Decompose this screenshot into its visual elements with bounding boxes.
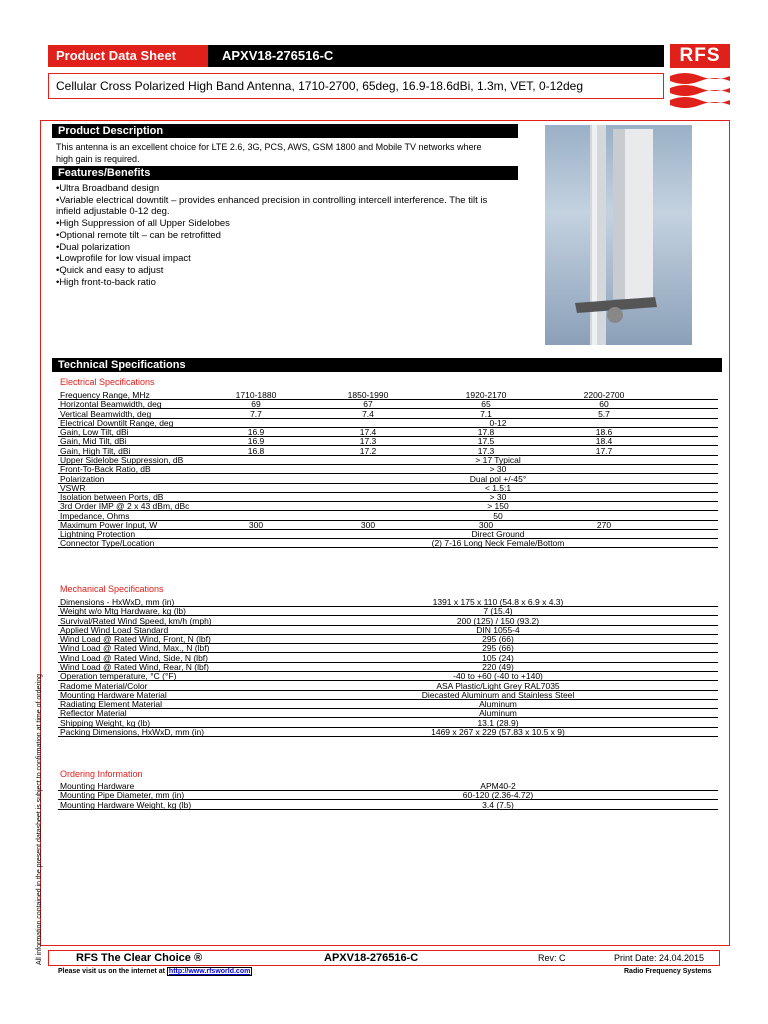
spec-row [58,512,718,521]
spec-row [58,502,718,511]
spec-value: (2) 7-16 Long Neck Female/Bottom [431,538,565,549]
spec-label: Impedance, Ohms [60,510,130,521]
ordering-info-heading: Ordering Information [60,769,143,779]
spec-value: 65 [481,399,491,410]
product-data-sheet-label: Product Data Sheet [48,45,208,67]
spec-label: Operation temperature, °C (°F) [60,671,177,682]
spec-label: 3rd Order IMP @ 2 x 43 dBm, dBc [60,501,190,512]
feature-item: •High front-to-back ratio [56,276,156,288]
feature-item: •Variable electrical downtilt – provides enhanced precision in controlling intercell interference. The tilt is infield adjustable 0-12 deg. [56,194,488,218]
spec-row [58,419,718,428]
spec-row [58,539,718,548]
spec-label: Front-To-Back Ratio, dB [60,464,151,475]
spec-label: Mounting Hardware [60,781,135,791]
spec-label: Vertical Beamwidth, deg [60,408,152,419]
spec-value: 1920-2170 [465,390,507,400]
disclaimer-side-note: All information contained in the present datasheet is subject to confirmation at time of ordering [36,673,43,965]
spec-value: 7 (15.4) [483,606,513,617]
spec-value: 1469 x 267 x 229 (57.83 x 10.5 x 9) [431,726,565,737]
spec-value: Aluminum [479,699,517,710]
spec-value: 69 [251,399,261,410]
electrical-specs-heading: Electrical Specifications [60,377,155,387]
antenna-image-icon [545,125,692,345]
spec-label: Packing Dimensions, HxWxD, mm (in) [60,726,205,737]
spec-row [58,700,718,709]
spec-value: 60-120 (2.36-4.72) [462,790,534,801]
spec-value: Diecasted Aluminum and Stainless Steel [421,689,575,700]
spec-label: Upper Sidelobe Suppression, dB [60,454,184,465]
spec-value: 7.7 [250,408,262,419]
spec-label: Radiating Element Material [60,699,163,710]
spec-value: 18.4 [595,436,613,447]
spec-value: 295 (66) [482,643,514,654]
spec-label: Gain, Mid Tilt, dBi [60,436,127,447]
spec-label: Polarization [60,473,105,484]
spec-label: Gain, Low Tilt, dBi [60,427,129,438]
spec-row [58,456,718,465]
spec-value: 1710-1880 [235,390,277,400]
footer-print-date: Print Date: 24.04.2015 [614,953,705,963]
spec-value: 18.6 [595,427,613,438]
spec-label: Mounting Hardware Weight, kg (lb) [60,799,192,810]
spec-row [58,475,718,484]
spec-row [58,437,718,446]
spec-value: 17.3 [477,445,495,456]
spec-value: > 30 [489,492,507,503]
spec-value: DIN 1055-4 [476,624,520,635]
spec-row [58,465,718,474]
footer-company: Radio Frequency Systems [624,968,712,975]
logo-text: RFS [670,44,730,68]
footer-visit-text [58,968,252,976]
spec-value: 105 (24) [482,652,514,663]
feature-item: •Lowprofile for low visual impact [56,253,191,265]
spec-label: Reflector Material [60,708,127,719]
spec-value: APM40-2 [480,781,516,791]
spec-value: ASA Plastic/Light Grey RAL7035 [436,680,560,691]
spec-value: 300 [248,519,264,530]
spec-label: Survival/Rated Wind Speed, km/h (mph) [60,615,212,626]
spec-value: 300 [478,519,494,530]
features-title: Features/Benefits [52,166,518,180]
spec-value: 270 [596,519,612,530]
spec-label: Lightning Protection [60,529,136,540]
spec-value: < 1.5:1 [484,482,512,493]
spec-value: 16.8 [247,445,265,456]
feature-item: •High Suppression of all Upper Sidelobes [56,218,230,230]
spec-value: 17.8 [477,427,495,438]
spec-value: 1850-1990 [347,390,389,400]
feature-item: •Optional remote tilt – can be retrofitted [56,229,221,241]
spec-value: 1391 x 175 x 110 (54.8 x 6.9 x 4.3) [432,597,564,607]
spec-value: Direct Ground [471,529,525,540]
spec-value: 200 (125) / 150 (93.2) [456,615,540,626]
spec-label: Electrical Downtilt Range, deg [60,417,174,428]
product-description-text: This antenna is an excellent choice for LTE 2.6, 3G, PCS, AWS, GSM 1800 and Mobile TV networks where high gain is required. [56,142,482,164]
website-link[interactable]: http://www.rfsworld.com [168,968,251,975]
spec-label: Wind Load @ Rated Wind, Max., N (lbf) [60,643,210,654]
spec-value: 17.7 [595,445,613,456]
spec-value: > 17 Typical [475,454,521,465]
spec-label: Shipping Weight, kg (lb) [60,717,151,728]
spec-value: -40 to +60 (-40 to +140) [453,671,543,682]
footer-model: APXV18-276516-C [324,952,419,964]
spec-value: Aluminum [479,708,517,719]
antenna-photo [545,125,692,345]
product-description-title: Product Description [52,124,518,138]
spec-row [58,709,718,718]
spec-row [58,791,718,800]
spec-label: Wind Load @ Rated Wind, Side, N (lbf) [60,652,208,663]
spec-label: Weight w/o Mtg Hardware, kg (lb) [60,606,186,617]
spec-value: 295 (66) [482,634,514,645]
spec-value: 7.4 [362,408,374,419]
logo-waves-icon [670,44,730,114]
footer-rev: Rev: C [538,953,566,963]
spec-value: 3.4 (7.5) [482,799,514,810]
spec-row [58,672,718,681]
spec-row [58,400,718,409]
features-list [56,183,496,288]
spec-label: Wind Load @ Rated Wind, Rear, N (lbf) [60,661,209,672]
spec-value: 16.9 [247,427,265,438]
spec-row [58,607,718,616]
spec-label: Isolation between Ports, dB [60,492,164,503]
spec-label: Frequency Range, MHz [60,390,150,400]
feature-item: •Dual polarization [56,241,131,253]
spec-row [58,428,718,437]
spec-value: 50 [493,510,503,521]
spec-value: 16.9 [247,436,265,447]
spec-row [58,530,718,539]
spec-label: VSWR [60,482,86,493]
spec-value: 300 [360,519,376,530]
mechanical-specs-heading: Mechanical Specifications [60,584,164,594]
spec-value: 5.7 [598,408,610,419]
model-code: APXV18-276516-C [222,48,334,63]
spec-label: Applied Wind Load Standard [60,624,169,635]
spec-value: 60 [599,399,609,410]
spec-value: 17.5 [477,436,495,447]
spec-value: Dual pol +/-45° [469,473,527,484]
rfs-logo [670,44,730,114]
feature-item: •Ultra Broadband design [56,183,160,194]
product-subtitle: Cellular Cross Polarized High Band Antenna, 1710-2700, 65deg, 16.9-18.6dBi, 1.3m, VET, 0-12deg [56,79,584,93]
spec-row [58,801,718,810]
spec-value: 17.2 [359,445,377,456]
spec-value: 17.3 [359,436,377,447]
spec-value: > 150 [487,501,509,512]
spec-label: Dimensions - HxWxD, mm (in) [60,597,175,607]
spec-value: > 30 [489,464,507,475]
visit-prefix: Please visit us on the internet at [58,968,167,975]
spec-value: 220 (49) [482,661,514,672]
spec-label: Maximum Power Input, W [60,519,158,530]
spec-value: 13.1 (28.9) [477,717,519,728]
spec-label: Horizontal Beamwidth, deg [60,399,162,410]
spec-value: 7.1 [480,408,492,419]
feature-item: •Quick and easy to adjust [56,264,164,276]
spec-label: Connector Type/Location [60,538,155,549]
spec-label: Mounting Pipe Diameter, mm (in) [60,790,185,801]
spec-label: Gain, High Tilt, dBi [60,445,131,456]
spec-row [58,728,718,737]
footer-slogan: RFS The Clear Choice ® [76,952,203,964]
spec-value: 0-12 [489,417,507,428]
spec-row [58,521,718,530]
spec-label: Radome Material/Color [60,680,148,691]
spec-label: Wind Load @ Rated Wind, Front, N (lbf) [60,634,211,645]
spec-label: Mounting Hardware Material [60,689,167,700]
spec-value: 17.4 [359,427,377,438]
technical-specs-title: Technical Specifications [52,358,722,372]
spec-value: 2200-2700 [583,390,625,400]
spec-value: 67 [363,399,373,410]
